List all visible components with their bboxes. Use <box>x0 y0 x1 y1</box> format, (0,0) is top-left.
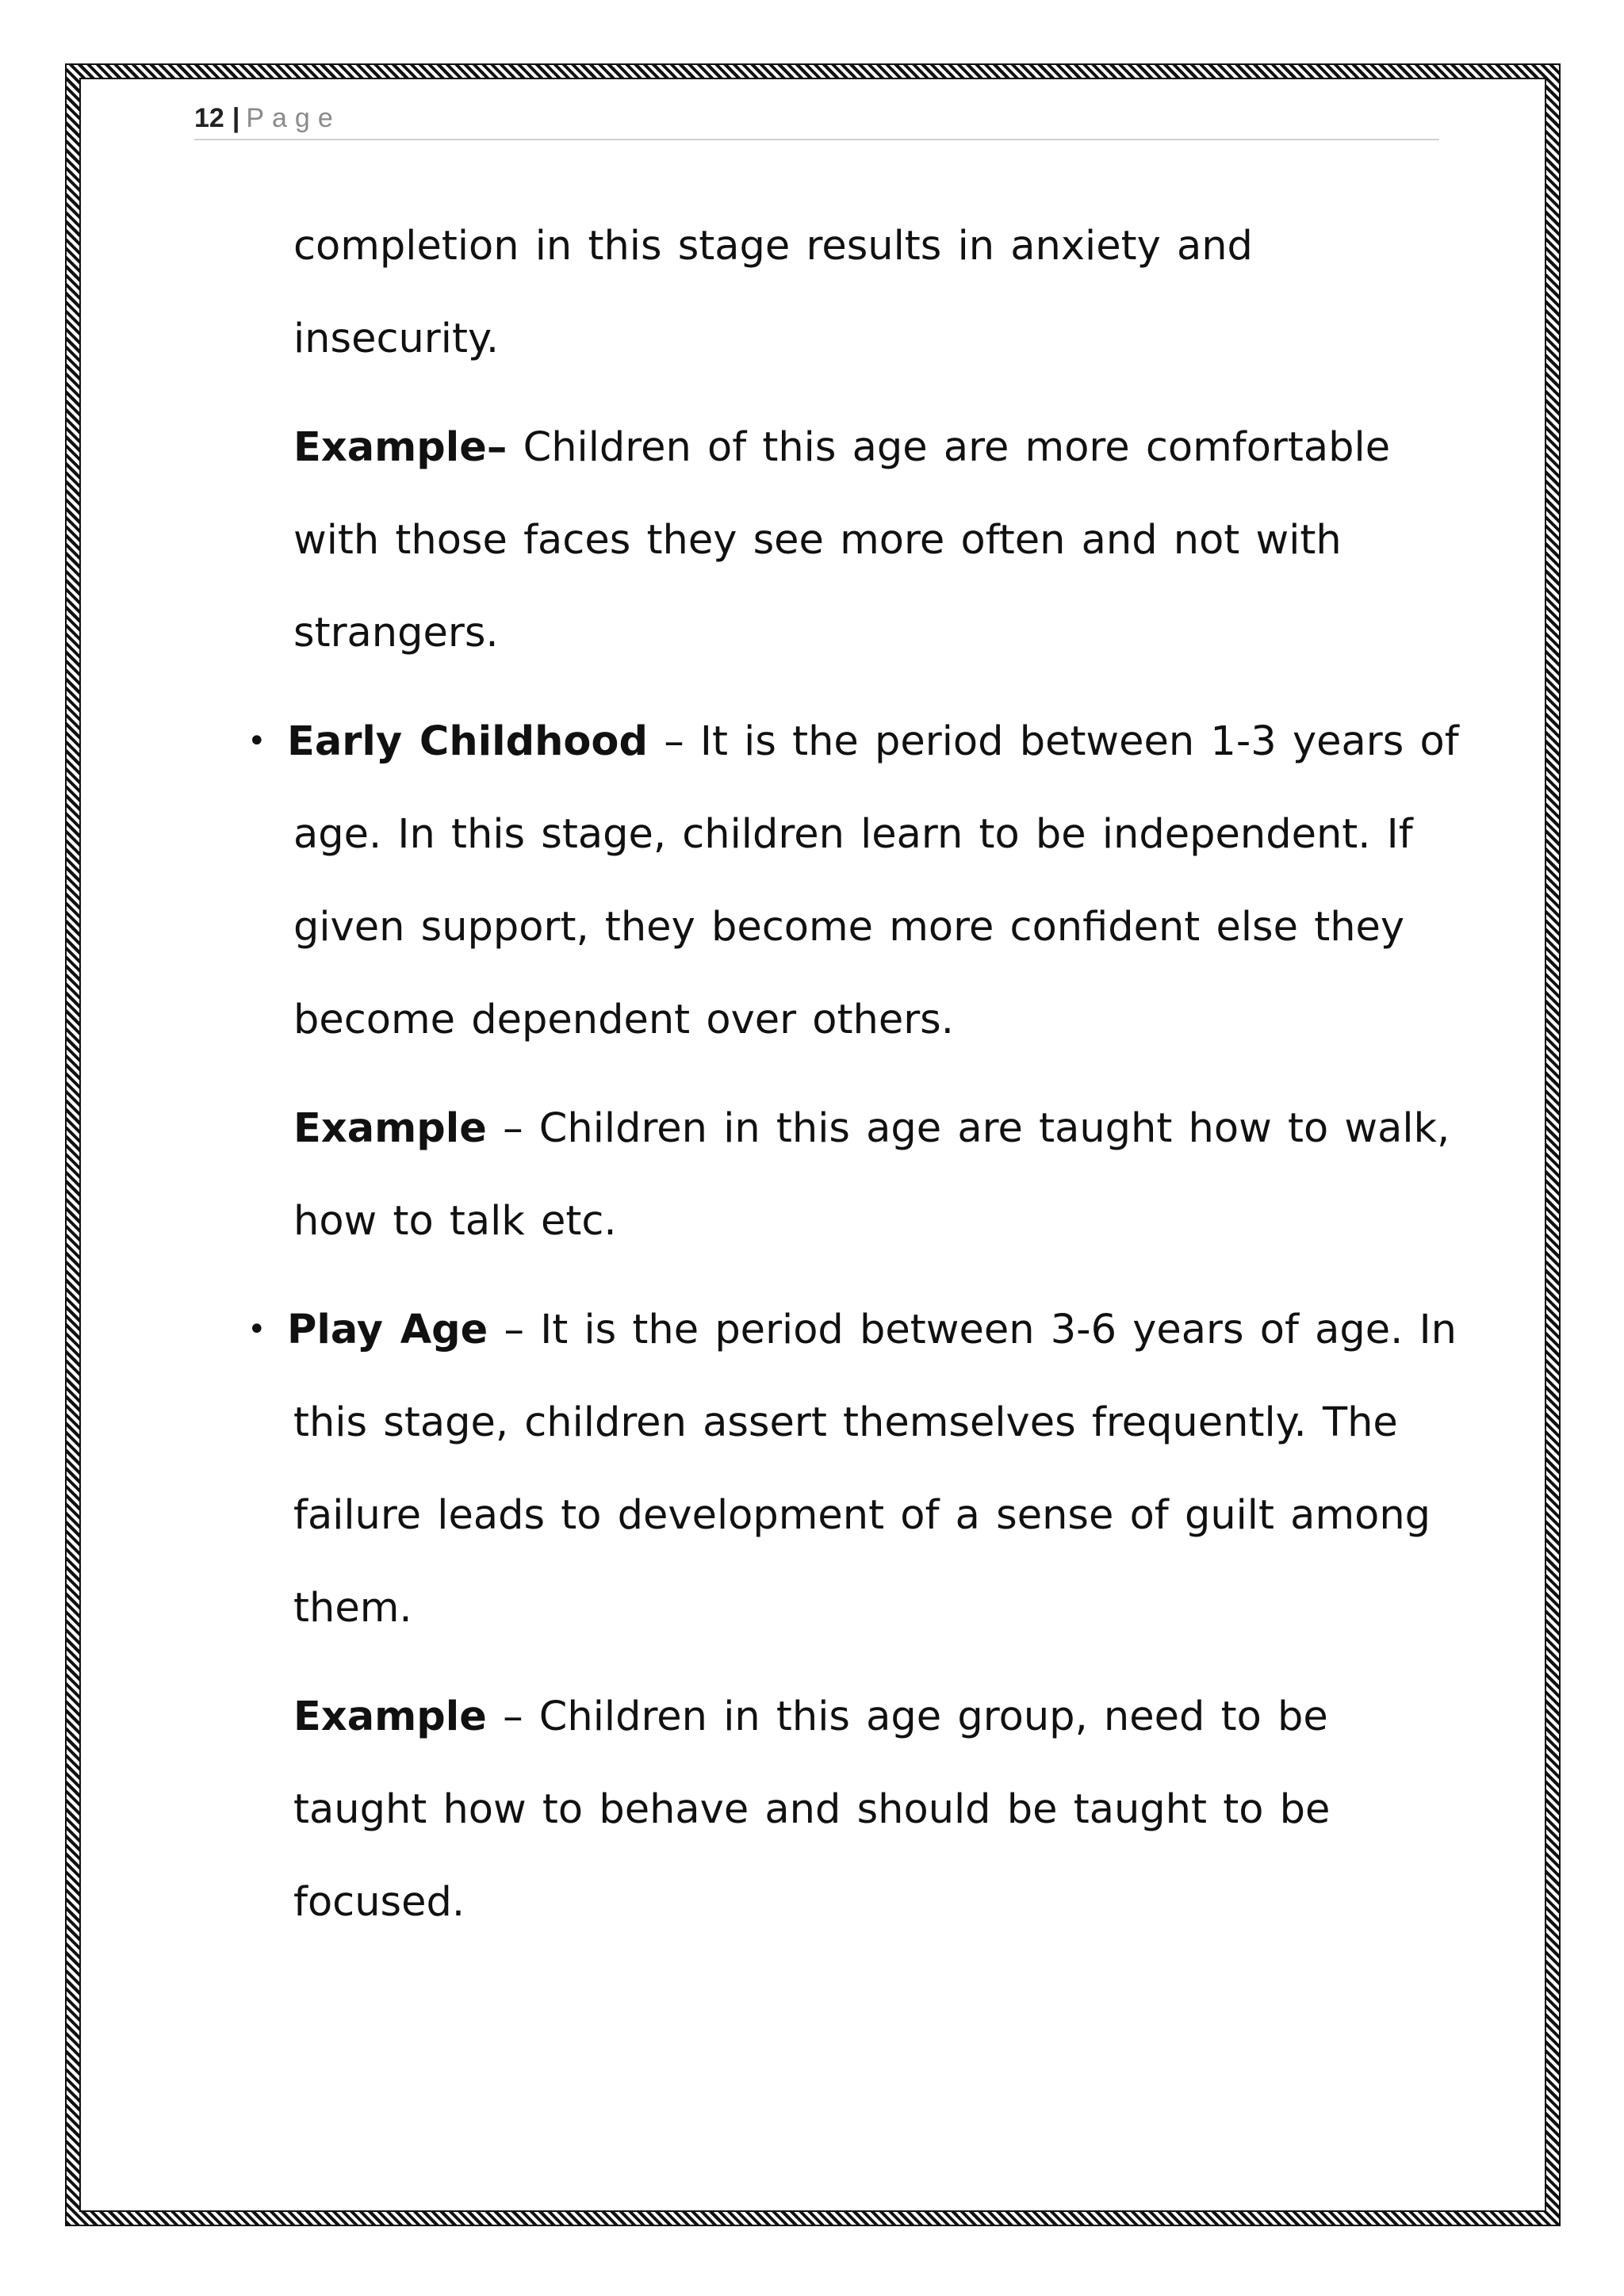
page-separator: | <box>232 103 240 133</box>
page-number: 12 <box>194 103 224 133</box>
example-paragraph-1 <box>293 401 1467 679</box>
bullet-icon: • <box>247 1311 266 1348</box>
play-age-title: Play Age <box>287 1307 488 1353</box>
page-header <box>194 99 1439 140</box>
example-paragraph-2 <box>293 1082 1467 1268</box>
example-text: – Children in this age are taught how to walk, how to talk etc. <box>293 1105 1450 1245</box>
example-dash: – <box>486 424 508 471</box>
example-label: Example <box>293 1105 487 1152</box>
list-item-early-childhood <box>247 695 1467 1066</box>
play-age-paragraph <box>287 1284 1467 1655</box>
early-childhood-text: – It is the period between 1-3 years of age. In this stage, children learn to be independent. If given support, they become more confident else they become dependent over others. <box>293 718 1459 1043</box>
bullet-icon: • <box>247 723 266 760</box>
example-label: Example <box>293 424 487 471</box>
document-body <box>247 200 1467 1949</box>
early-childhood-paragraph <box>287 695 1467 1066</box>
play-age-text: – It is the period between 3-6 years of age. In this stage, children assert themselves frequently. The failure leads to development of a sense of guilt among them. <box>293 1307 1457 1632</box>
example-text: – Children in this age group, need to be taught how to behave and should be taught to be focused. <box>293 1693 1331 1926</box>
list-item-play-age <box>247 1284 1467 1655</box>
continued-paragraph: completion in this stage results in anxiety and insecurity. <box>293 223 1253 362</box>
example-text: Children of this age are more comfortable with those faces they see more often and not with strangers. <box>293 424 1391 656</box>
page-label: Page <box>246 103 341 133</box>
example-paragraph-3 <box>293 1670 1467 1949</box>
early-childhood-title: Early Childhood <box>287 718 648 765</box>
example-label: Example <box>293 1693 487 1740</box>
